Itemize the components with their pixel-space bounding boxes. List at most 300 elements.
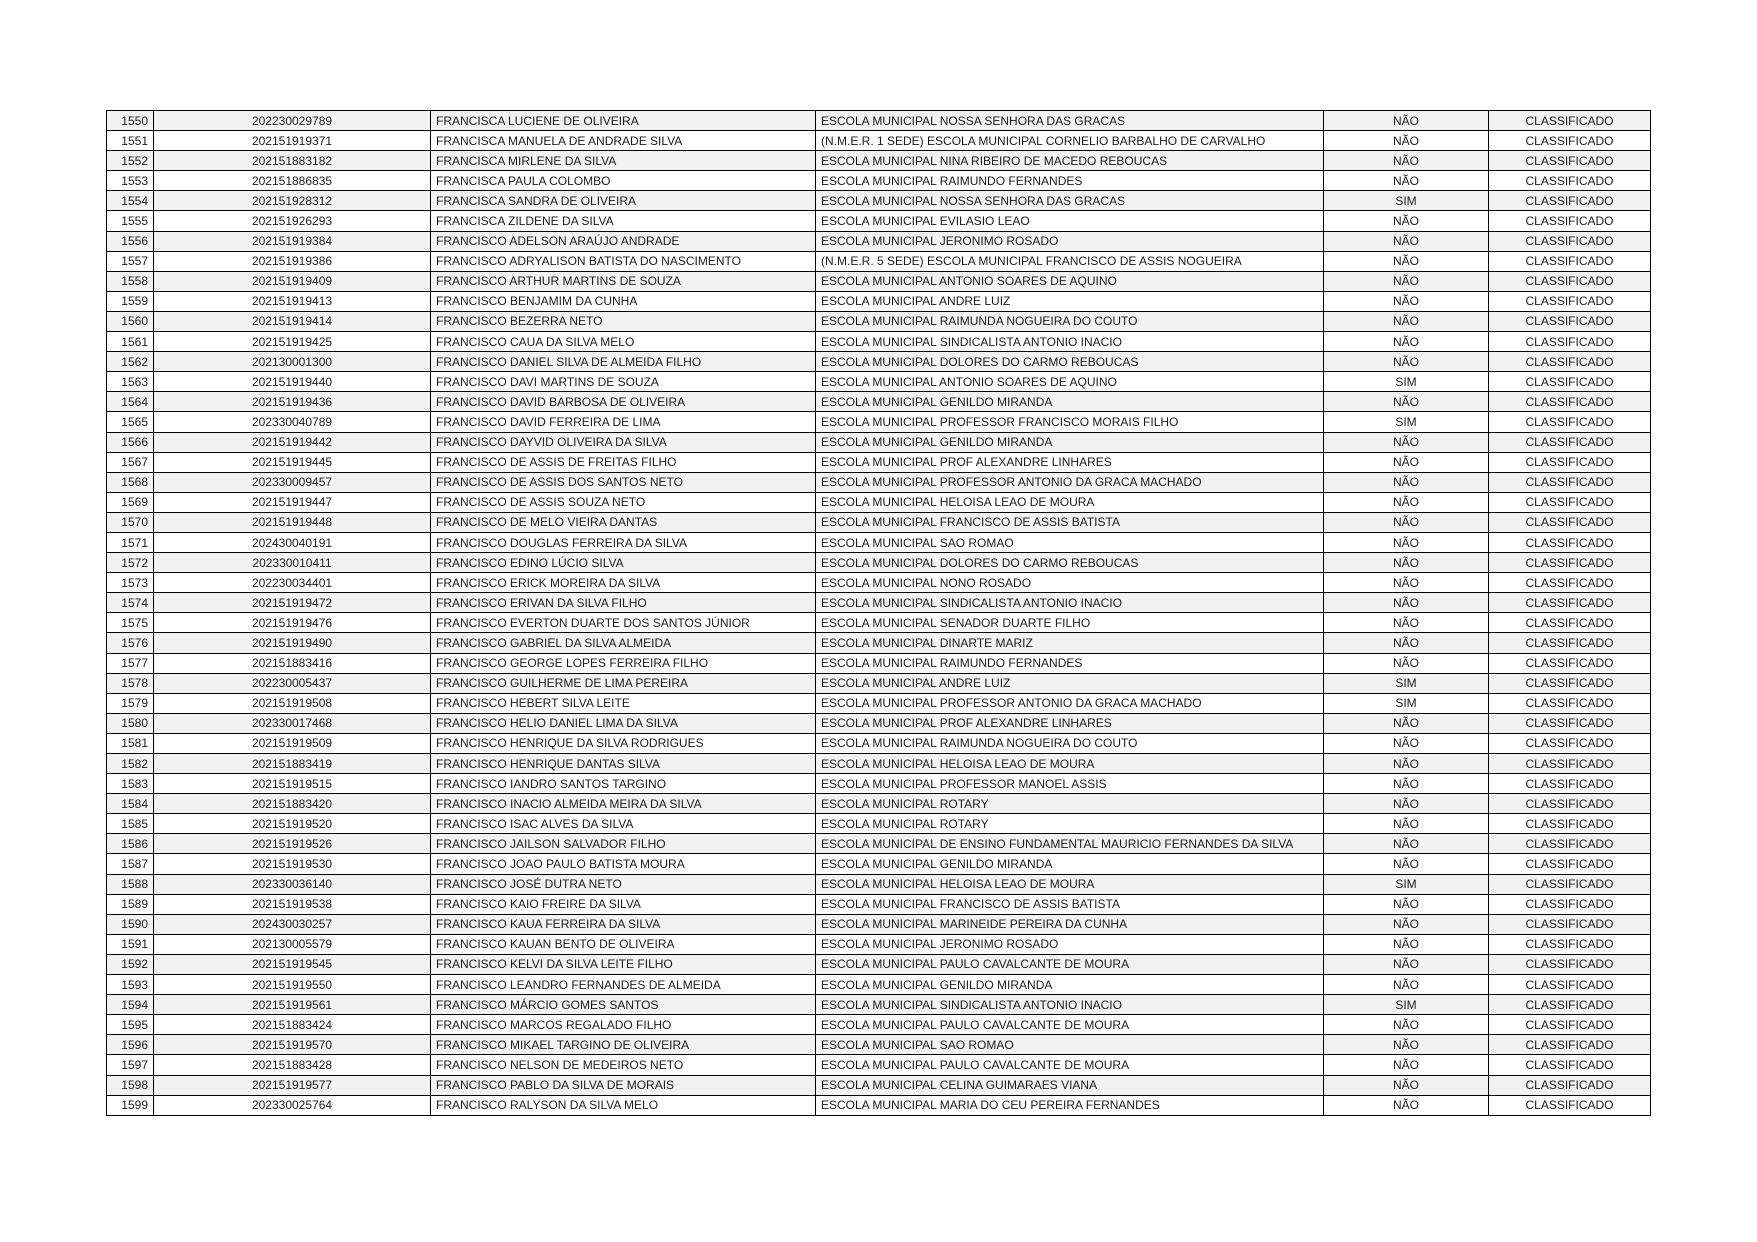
enrollment-id-cell: 202151919577 <box>154 1075 431 1095</box>
school-cell: ESCOLA MUNICIPAL NOSSA SENHORA DAS GRACAS <box>816 191 1324 211</box>
enrollment-id-cell: 202130001300 <box>154 352 431 372</box>
enrollment-id-cell: 202151919425 <box>154 332 431 352</box>
status-cell: CLASSIFICADO <box>1489 332 1651 352</box>
status-cell: CLASSIFICADO <box>1489 472 1651 492</box>
flag-cell: NÃO <box>1324 432 1489 452</box>
student-name-cell: FRANCISCO IANDRO SANTOS TARGINO <box>431 774 816 794</box>
enrollment-id-cell: 202151919530 <box>154 854 431 874</box>
row-number-cell: 1586 <box>107 834 154 854</box>
school-cell: ESCOLA MUNICIPAL ANDRE LUIZ <box>816 291 1324 311</box>
student-name-cell: FRANCISCO DAVI MARTINS DE SOUZA <box>431 372 816 392</box>
row-number-cell: 1556 <box>107 231 154 251</box>
status-cell: CLASSIFICADO <box>1489 1095 1651 1115</box>
flag-cell: NÃO <box>1324 653 1489 673</box>
enrollment-id-cell: 202151919550 <box>154 975 431 995</box>
row-number-cell: 1569 <box>107 492 154 512</box>
enrollment-id-cell: 202151919414 <box>154 311 431 331</box>
status-cell: CLASSIFICADO <box>1489 251 1651 271</box>
school-cell: ESCOLA MUNICIPAL HELOISA LEAO DE MOURA <box>816 754 1324 774</box>
row-number-cell: 1550 <box>107 111 154 131</box>
table-row <box>107 352 1651 372</box>
student-name-cell: FRANCISCO DE ASSIS DOS SANTOS NETO <box>431 472 816 492</box>
table-row <box>107 211 1651 231</box>
school-cell: ESCOLA MUNICIPAL SINDICALISTA ANTONIO INACIO <box>816 332 1324 352</box>
flag-cell: NÃO <box>1324 934 1489 954</box>
school-cell: ESCOLA MUNICIPAL JERONIMO ROSADO <box>816 231 1324 251</box>
row-number-cell: 1589 <box>107 894 154 914</box>
status-cell: CLASSIFICADO <box>1489 151 1651 171</box>
school-cell: ESCOLA MUNICIPAL RAIMUNDO FERNANDES <box>816 653 1324 673</box>
enrollment-id-cell: 202151919561 <box>154 995 431 1015</box>
flag-cell: NÃO <box>1324 532 1489 552</box>
status-cell: CLASSIFICADO <box>1489 412 1651 432</box>
status-cell: CLASSIFICADO <box>1489 211 1651 231</box>
student-name-cell: FRANCISCO DOUGLAS FERREIRA DA SILVA <box>431 532 816 552</box>
student-name-cell: FRANCISCO MARCOS REGALADO FILHO <box>431 1015 816 1035</box>
status-cell: CLASSIFICADO <box>1489 975 1651 995</box>
student-name-cell: FRANCISCO PABLO DA SILVA DE MORAIS <box>431 1075 816 1095</box>
flag-cell: NÃO <box>1324 854 1489 874</box>
row-number-cell: 1558 <box>107 271 154 291</box>
flag-cell: SIM <box>1324 673 1489 693</box>
flag-cell: NÃO <box>1324 834 1489 854</box>
row-number-cell: 1555 <box>107 211 154 231</box>
student-name-cell: FRANCISCA PAULA COLOMBO <box>431 171 816 191</box>
status-cell: CLASSIFICADO <box>1489 191 1651 211</box>
status-cell: CLASSIFICADO <box>1489 934 1651 954</box>
school-cell: (N.M.E.R. 5 SEDE) ESCOLA MUNICIPAL FRANCISCO DE ASSIS NOGUEIRA <box>816 251 1324 271</box>
row-number-cell: 1595 <box>107 1015 154 1035</box>
school-cell: ESCOLA MUNICIPAL NINA RIBEIRO DE MACEDO REBOUCAS <box>816 151 1324 171</box>
status-cell: CLASSIFICADO <box>1489 1055 1651 1075</box>
student-name-cell: FRANCISCO MIKAEL TARGINO DE OLIVEIRA <box>431 1035 816 1055</box>
enrollment-id-cell: 202151919409 <box>154 271 431 291</box>
school-cell: ESCOLA MUNICIPAL DE ENSINO FUNDAMENTAL MAURICIO FERNANDES DA SILVA <box>816 834 1324 854</box>
row-number-cell: 1566 <box>107 432 154 452</box>
table-row <box>107 774 1651 794</box>
table-row <box>107 834 1651 854</box>
enrollment-id-cell: 202151919384 <box>154 231 431 251</box>
enrollment-id-cell: 202151919445 <box>154 452 431 472</box>
flag-cell: NÃO <box>1324 271 1489 291</box>
row-number-cell: 1563 <box>107 372 154 392</box>
flag-cell: SIM <box>1324 874 1489 894</box>
classification-table-body <box>107 111 1651 1116</box>
flag-cell: NÃO <box>1324 332 1489 352</box>
school-cell: ESCOLA MUNICIPAL RAIMUNDA NOGUEIRA DO COUTO <box>816 733 1324 753</box>
row-number-cell: 1565 <box>107 412 154 432</box>
student-name-cell: FRANCISCO DE ASSIS DE FREITAS FILHO <box>431 452 816 472</box>
table-row <box>107 673 1651 693</box>
row-number-cell: 1599 <box>107 1095 154 1115</box>
status-cell: CLASSIFICADO <box>1489 874 1651 894</box>
table-row <box>107 814 1651 834</box>
enrollment-id-cell: 202151883416 <box>154 653 431 673</box>
table-row <box>107 452 1651 472</box>
status-cell: CLASSIFICADO <box>1489 553 1651 573</box>
row-number-cell: 1579 <box>107 693 154 713</box>
table-row <box>107 372 1651 392</box>
row-number-cell: 1557 <box>107 251 154 271</box>
table-row <box>107 874 1651 894</box>
student-name-cell: FRANCISCO BEZERRA NETO <box>431 311 816 331</box>
table-row <box>107 532 1651 552</box>
flag-cell: NÃO <box>1324 211 1489 231</box>
row-number-cell: 1596 <box>107 1035 154 1055</box>
enrollment-id-cell: 202330009457 <box>154 472 431 492</box>
row-number-cell: 1598 <box>107 1075 154 1095</box>
student-name-cell: FRANCISCO HELIO DANIEL LIMA DA SILVA <box>431 713 816 733</box>
table-row <box>107 954 1651 974</box>
flag-cell: NÃO <box>1324 291 1489 311</box>
school-cell: ESCOLA MUNICIPAL ROTARY <box>816 794 1324 814</box>
enrollment-id-cell: 202151919413 <box>154 291 431 311</box>
enrollment-id-cell: 202151919515 <box>154 774 431 794</box>
row-number-cell: 1561 <box>107 332 154 352</box>
enrollment-id-cell: 202151919526 <box>154 834 431 854</box>
status-cell: CLASSIFICADO <box>1489 774 1651 794</box>
enrollment-id-cell: 202151883428 <box>154 1055 431 1075</box>
status-cell: CLASSIFICADO <box>1489 1075 1651 1095</box>
school-cell: ESCOLA MUNICIPAL PROFESSOR ANTONIO DA GRACA MACHADO <box>816 472 1324 492</box>
flag-cell: NÃO <box>1324 774 1489 794</box>
school-cell: ESCOLA MUNICIPAL PAULO CAVALCANTE DE MOURA <box>816 1015 1324 1035</box>
table-row <box>107 975 1651 995</box>
flag-cell: NÃO <box>1324 171 1489 191</box>
student-name-cell: FRANCISCO JOAO PAULO BATISTA MOURA <box>431 854 816 874</box>
table-row <box>107 171 1651 191</box>
row-number-cell: 1573 <box>107 573 154 593</box>
enrollment-id-cell: 202151883419 <box>154 754 431 774</box>
row-number-cell: 1591 <box>107 934 154 954</box>
flag-cell: NÃO <box>1324 452 1489 472</box>
row-number-cell: 1562 <box>107 352 154 372</box>
status-cell: CLASSIFICADO <box>1489 1035 1651 1055</box>
flag-cell: NÃO <box>1324 492 1489 512</box>
enrollment-id-cell: 202430040191 <box>154 532 431 552</box>
school-cell: ESCOLA MUNICIPAL SINDICALISTA ANTONIO INACIO <box>816 593 1324 613</box>
school-cell: ESCOLA MUNICIPAL HELOISA LEAO DE MOURA <box>816 492 1324 512</box>
status-cell: CLASSIFICADO <box>1489 713 1651 733</box>
student-name-cell: FRANCISCO ADELSON ARAÚJO ANDRADE <box>431 231 816 251</box>
student-name-cell: FRANCISCO DE ASSIS SOUZA NETO <box>431 492 816 512</box>
student-name-cell: FRANCISCO JAILSON SALVADOR FILHO <box>431 834 816 854</box>
table-row <box>107 1035 1651 1055</box>
student-name-cell: FRANCISCO CAUA DA SILVA MELO <box>431 332 816 352</box>
flag-cell: NÃO <box>1324 754 1489 774</box>
student-name-cell: FRANCISCO ADRYALISON BATISTA DO NASCIMENTO <box>431 251 816 271</box>
table-row <box>107 432 1651 452</box>
status-cell: CLASSIFICADO <box>1489 854 1651 874</box>
status-cell: CLASSIFICADO <box>1489 693 1651 713</box>
flag-cell: NÃO <box>1324 111 1489 131</box>
enrollment-id-cell: 202151919570 <box>154 1035 431 1055</box>
student-name-cell: FRANCISCO ARTHUR MARTINS DE SOUZA <box>431 271 816 291</box>
enrollment-id-cell: 202151919447 <box>154 492 431 512</box>
school-cell: ESCOLA MUNICIPAL PROFESSOR ANTONIO DA GRACA MACHADO <box>816 693 1324 713</box>
status-cell: CLASSIFICADO <box>1489 814 1651 834</box>
status-cell: CLASSIFICADO <box>1489 673 1651 693</box>
status-cell: CLASSIFICADO <box>1489 754 1651 774</box>
flag-cell: SIM <box>1324 191 1489 211</box>
school-cell: ESCOLA MUNICIPAL MARINEIDE PEREIRA DA CUNHA <box>816 914 1324 934</box>
enrollment-id-cell: 202151883420 <box>154 794 431 814</box>
enrollment-id-cell: 202151919436 <box>154 392 431 412</box>
school-cell: ESCOLA MUNICIPAL DINARTE MARIZ <box>816 633 1324 653</box>
flag-cell: NÃO <box>1324 472 1489 492</box>
row-number-cell: 1594 <box>107 995 154 1015</box>
school-cell: ESCOLA MUNICIPAL PROFESSOR FRANCISCO MORAIS FILHO <box>816 412 1324 432</box>
flag-cell: NÃO <box>1324 794 1489 814</box>
row-number-cell: 1553 <box>107 171 154 191</box>
student-name-cell: FRANCISCO ERICK MOREIRA DA SILVA <box>431 573 816 593</box>
status-cell: CLASSIFICADO <box>1489 593 1651 613</box>
table-row <box>107 754 1651 774</box>
status-cell: CLASSIFICADO <box>1489 834 1651 854</box>
status-cell: CLASSIFICADO <box>1489 492 1651 512</box>
student-name-cell: FRANCISCO RALYSON DA SILVA MELO <box>431 1095 816 1115</box>
school-cell: ESCOLA MUNICIPAL SINDICALISTA ANTONIO INACIO <box>816 995 1324 1015</box>
flag-cell: NÃO <box>1324 954 1489 974</box>
table-row <box>107 593 1651 613</box>
enrollment-id-cell: 202330025764 <box>154 1095 431 1115</box>
school-cell: ESCOLA MUNICIPAL PROF ALEXANDRE LINHARES <box>816 452 1324 472</box>
status-cell: CLASSIFICADO <box>1489 171 1651 191</box>
table-row <box>107 412 1651 432</box>
school-cell: (N.M.E.R. 1 SEDE) ESCOLA MUNICIPAL CORNELIO BARBALHO DE CARVALHO <box>816 131 1324 151</box>
row-number-cell: 1560 <box>107 311 154 331</box>
school-cell: ESCOLA MUNICIPAL RAIMUNDA NOGUEIRA DO COUTO <box>816 311 1324 331</box>
student-name-cell: FRANCISCO GABRIEL DA SILVA ALMEIDA <box>431 633 816 653</box>
enrollment-id-cell: 202151926293 <box>154 211 431 231</box>
enrollment-id-cell: 202151919538 <box>154 894 431 914</box>
row-number-cell: 1597 <box>107 1055 154 1075</box>
enrollment-id-cell: 202151919386 <box>154 251 431 271</box>
school-cell: ESCOLA MUNICIPAL GENILDO MIRANDA <box>816 392 1324 412</box>
flag-cell: NÃO <box>1324 1015 1489 1035</box>
student-name-cell: FRANCISCO KAUAN BENTO DE OLIVEIRA <box>431 934 816 954</box>
row-number-cell: 1590 <box>107 914 154 934</box>
flag-cell: NÃO <box>1324 251 1489 271</box>
table-row <box>107 492 1651 512</box>
table-row <box>107 151 1651 171</box>
student-name-cell: FRANCISCA SANDRA DE OLIVEIRA <box>431 191 816 211</box>
status-cell: CLASSIFICADO <box>1489 613 1651 633</box>
status-cell: CLASSIFICADO <box>1489 733 1651 753</box>
flag-cell: NÃO <box>1324 713 1489 733</box>
student-name-cell: FRANCISCO LEANDRO FERNANDES DE ALMEIDA <box>431 975 816 995</box>
student-name-cell: FRANCISCO JOSÉ DUTRA NETO <box>431 874 816 894</box>
status-cell: CLASSIFICADO <box>1489 392 1651 412</box>
enrollment-id-cell: 202151919545 <box>154 954 431 974</box>
row-number-cell: 1564 <box>107 392 154 412</box>
enrollment-id-cell: 202130005579 <box>154 934 431 954</box>
row-number-cell: 1593 <box>107 975 154 995</box>
row-number-cell: 1577 <box>107 653 154 673</box>
row-number-cell: 1575 <box>107 613 154 633</box>
status-cell: CLASSIFICADO <box>1489 914 1651 934</box>
status-cell: CLASSIFICADO <box>1489 131 1651 151</box>
student-name-cell: FRANCISCO GUILHERME DE LIMA PEREIRA <box>431 673 816 693</box>
school-cell: ESCOLA MUNICIPAL FRANCISCO DE ASSIS BATISTA <box>816 894 1324 914</box>
flag-cell: SIM <box>1324 372 1489 392</box>
status-cell: CLASSIFICADO <box>1489 653 1651 673</box>
school-cell: ESCOLA MUNICIPAL DOLORES DO CARMO REBOUCAS <box>816 553 1324 573</box>
table-row <box>107 1075 1651 1095</box>
enrollment-id-cell: 202151919490 <box>154 633 431 653</box>
school-cell: ESCOLA MUNICIPAL NOSSA SENHORA DAS GRACAS <box>816 111 1324 131</box>
table-row <box>107 392 1651 412</box>
flag-cell: NÃO <box>1324 593 1489 613</box>
row-number-cell: 1568 <box>107 472 154 492</box>
flag-cell: NÃO <box>1324 392 1489 412</box>
status-cell: CLASSIFICADO <box>1489 372 1651 392</box>
flag-cell: NÃO <box>1324 733 1489 753</box>
student-name-cell: FRANCISCO HENRIQUE DA SILVA RODRIGUES <box>431 733 816 753</box>
student-name-cell: FRANCISCO ISAC ALVES DA SILVA <box>431 814 816 834</box>
status-cell: CLASSIFICADO <box>1489 291 1651 311</box>
school-cell: ESCOLA MUNICIPAL MARIA DO CEU PEREIRA FERNANDES <box>816 1095 1324 1115</box>
row-number-cell: 1580 <box>107 713 154 733</box>
table-row <box>107 794 1651 814</box>
enrollment-id-cell: 202151919520 <box>154 814 431 834</box>
enrollment-id-cell: 202330017468 <box>154 713 431 733</box>
flag-cell: SIM <box>1324 412 1489 432</box>
student-name-cell: FRANCISCO EDINO LÚCIO SILVA <box>431 553 816 573</box>
status-cell: CLASSIFICADO <box>1489 231 1651 251</box>
enrollment-id-cell: 202151919476 <box>154 613 431 633</box>
table-row <box>107 191 1651 211</box>
student-name-cell: FRANCISCA ZILDENE DA SILVA <box>431 211 816 231</box>
flag-cell: NÃO <box>1324 131 1489 151</box>
school-cell: ESCOLA MUNICIPAL PAULO CAVALCANTE DE MOURA <box>816 1055 1324 1075</box>
school-cell: ESCOLA MUNICIPAL ANTONIO SOARES DE AQUINO <box>816 372 1324 392</box>
flag-cell: NÃO <box>1324 1055 1489 1075</box>
table-row <box>107 512 1651 532</box>
status-cell: CLASSIFICADO <box>1489 311 1651 331</box>
enrollment-id-cell: 202151919442 <box>154 432 431 452</box>
student-name-cell: FRANCISCO GEORGE LOPES FERREIRA FILHO <box>431 653 816 673</box>
row-number-cell: 1587 <box>107 854 154 874</box>
student-name-cell: FRANCISCO HENRIQUE DANTAS SILVA <box>431 754 816 774</box>
student-name-cell: FRANCISCO KELVI DA SILVA LEITE FILHO <box>431 954 816 974</box>
school-cell: ESCOLA MUNICIPAL HELOISA LEAO DE MOURA <box>816 874 1324 894</box>
table-row <box>107 713 1651 733</box>
flag-cell: NÃO <box>1324 151 1489 171</box>
student-name-cell: FRANCISCO NELSON DE MEDEIROS NETO <box>431 1055 816 1075</box>
school-cell: ESCOLA MUNICIPAL ANDRE LUIZ <box>816 673 1324 693</box>
student-name-cell: FRANCISCA MIRLENE DA SILVA <box>431 151 816 171</box>
table-row <box>107 934 1651 954</box>
table-row <box>107 251 1651 271</box>
school-cell: ESCOLA MUNICIPAL EVILASIO LEAO <box>816 211 1324 231</box>
school-cell: ESCOLA MUNICIPAL GENILDO MIRANDA <box>816 432 1324 452</box>
status-cell: CLASSIFICADO <box>1489 512 1651 532</box>
row-number-cell: 1581 <box>107 733 154 753</box>
table-row <box>107 231 1651 251</box>
table-row <box>107 894 1651 914</box>
student-name-cell: FRANCISCO KAIO FREIRE DA SILVA <box>431 894 816 914</box>
status-cell: CLASSIFICADO <box>1489 633 1651 653</box>
table-row <box>107 111 1651 131</box>
enrollment-id-cell: 202151919440 <box>154 372 431 392</box>
table-row <box>107 472 1651 492</box>
student-name-cell: FRANCISCO DAVID FERREIRA DE LIMA <box>431 412 816 432</box>
enrollment-id-cell: 202151919509 <box>154 733 431 753</box>
row-number-cell: 1583 <box>107 774 154 794</box>
enrollment-id-cell: 202230005437 <box>154 673 431 693</box>
row-number-cell: 1574 <box>107 593 154 613</box>
student-name-cell: FRANCISCO ERIVAN DA SILVA FILHO <box>431 593 816 613</box>
table-row <box>107 733 1651 753</box>
row-number-cell: 1578 <box>107 673 154 693</box>
flag-cell: NÃO <box>1324 975 1489 995</box>
table-row <box>107 332 1651 352</box>
school-cell: ESCOLA MUNICIPAL ROTARY <box>816 814 1324 834</box>
row-number-cell: 1572 <box>107 553 154 573</box>
school-cell: ESCOLA MUNICIPAL GENILDO MIRANDA <box>816 854 1324 874</box>
status-cell: CLASSIFICADO <box>1489 894 1651 914</box>
student-name-cell: FRANCISCA MANUELA DE ANDRADE SILVA <box>431 131 816 151</box>
flag-cell: NÃO <box>1324 553 1489 573</box>
status-cell: CLASSIFICADO <box>1489 532 1651 552</box>
status-cell: CLASSIFICADO <box>1489 352 1651 372</box>
flag-cell: NÃO <box>1324 311 1489 331</box>
school-cell: ESCOLA MUNICIPAL ANTONIO SOARES DE AQUINO <box>816 271 1324 291</box>
flag-cell: NÃO <box>1324 1095 1489 1115</box>
flag-cell: NÃO <box>1324 894 1489 914</box>
table-row <box>107 1055 1651 1075</box>
row-number-cell: 1571 <box>107 532 154 552</box>
school-cell: ESCOLA MUNICIPAL SAO ROMAO <box>816 1035 1324 1055</box>
status-cell: CLASSIFICADO <box>1489 271 1651 291</box>
flag-cell: NÃO <box>1324 352 1489 372</box>
enrollment-id-cell: 202330036140 <box>154 874 431 894</box>
student-name-cell: FRANCISCO HEBERT SILVA LEITE <box>431 693 816 713</box>
enrollment-id-cell: 202151883182 <box>154 151 431 171</box>
school-cell: ESCOLA MUNICIPAL PROF ALEXANDRE LINHARES <box>816 713 1324 733</box>
student-name-cell: FRANCISCO DANIEL SILVA DE ALMEIDA FILHO <box>431 352 816 372</box>
school-cell: ESCOLA MUNICIPAL JERONIMO ROSADO <box>816 934 1324 954</box>
flag-cell: NÃO <box>1324 1035 1489 1055</box>
row-number-cell: 1584 <box>107 794 154 814</box>
table-row <box>107 653 1651 673</box>
student-name-cell: FRANCISCA LUCIENE DE OLIVEIRA <box>431 111 816 131</box>
flag-cell: NÃO <box>1324 633 1489 653</box>
table-row <box>107 1015 1651 1035</box>
student-name-cell: FRANCISCO DE MELO VIEIRA DANTAS <box>431 512 816 532</box>
flag-cell: NÃO <box>1324 231 1489 251</box>
flag-cell: NÃO <box>1324 573 1489 593</box>
table-row <box>107 854 1651 874</box>
student-name-cell: FRANCISCO INACIO ALMEIDA MEIRA DA SILVA <box>431 794 816 814</box>
table-row <box>107 1095 1651 1115</box>
flag-cell: NÃO <box>1324 512 1489 532</box>
enrollment-id-cell: 202151919508 <box>154 693 431 713</box>
status-cell: CLASSIFICADO <box>1489 111 1651 131</box>
school-cell: ESCOLA MUNICIPAL PROFESSOR MANOEL ASSIS <box>816 774 1324 794</box>
status-cell: CLASSIFICADO <box>1489 794 1651 814</box>
row-number-cell: 1570 <box>107 512 154 532</box>
flag-cell: SIM <box>1324 693 1489 713</box>
flag-cell: SIM <box>1324 995 1489 1015</box>
status-cell: CLASSIFICADO <box>1489 452 1651 472</box>
status-cell: CLASSIFICADO <box>1489 995 1651 1015</box>
table-row <box>107 573 1651 593</box>
school-cell: ESCOLA MUNICIPAL PAULO CAVALCANTE DE MOURA <box>816 954 1324 974</box>
flag-cell: NÃO <box>1324 814 1489 834</box>
flag-cell: NÃO <box>1324 1075 1489 1095</box>
